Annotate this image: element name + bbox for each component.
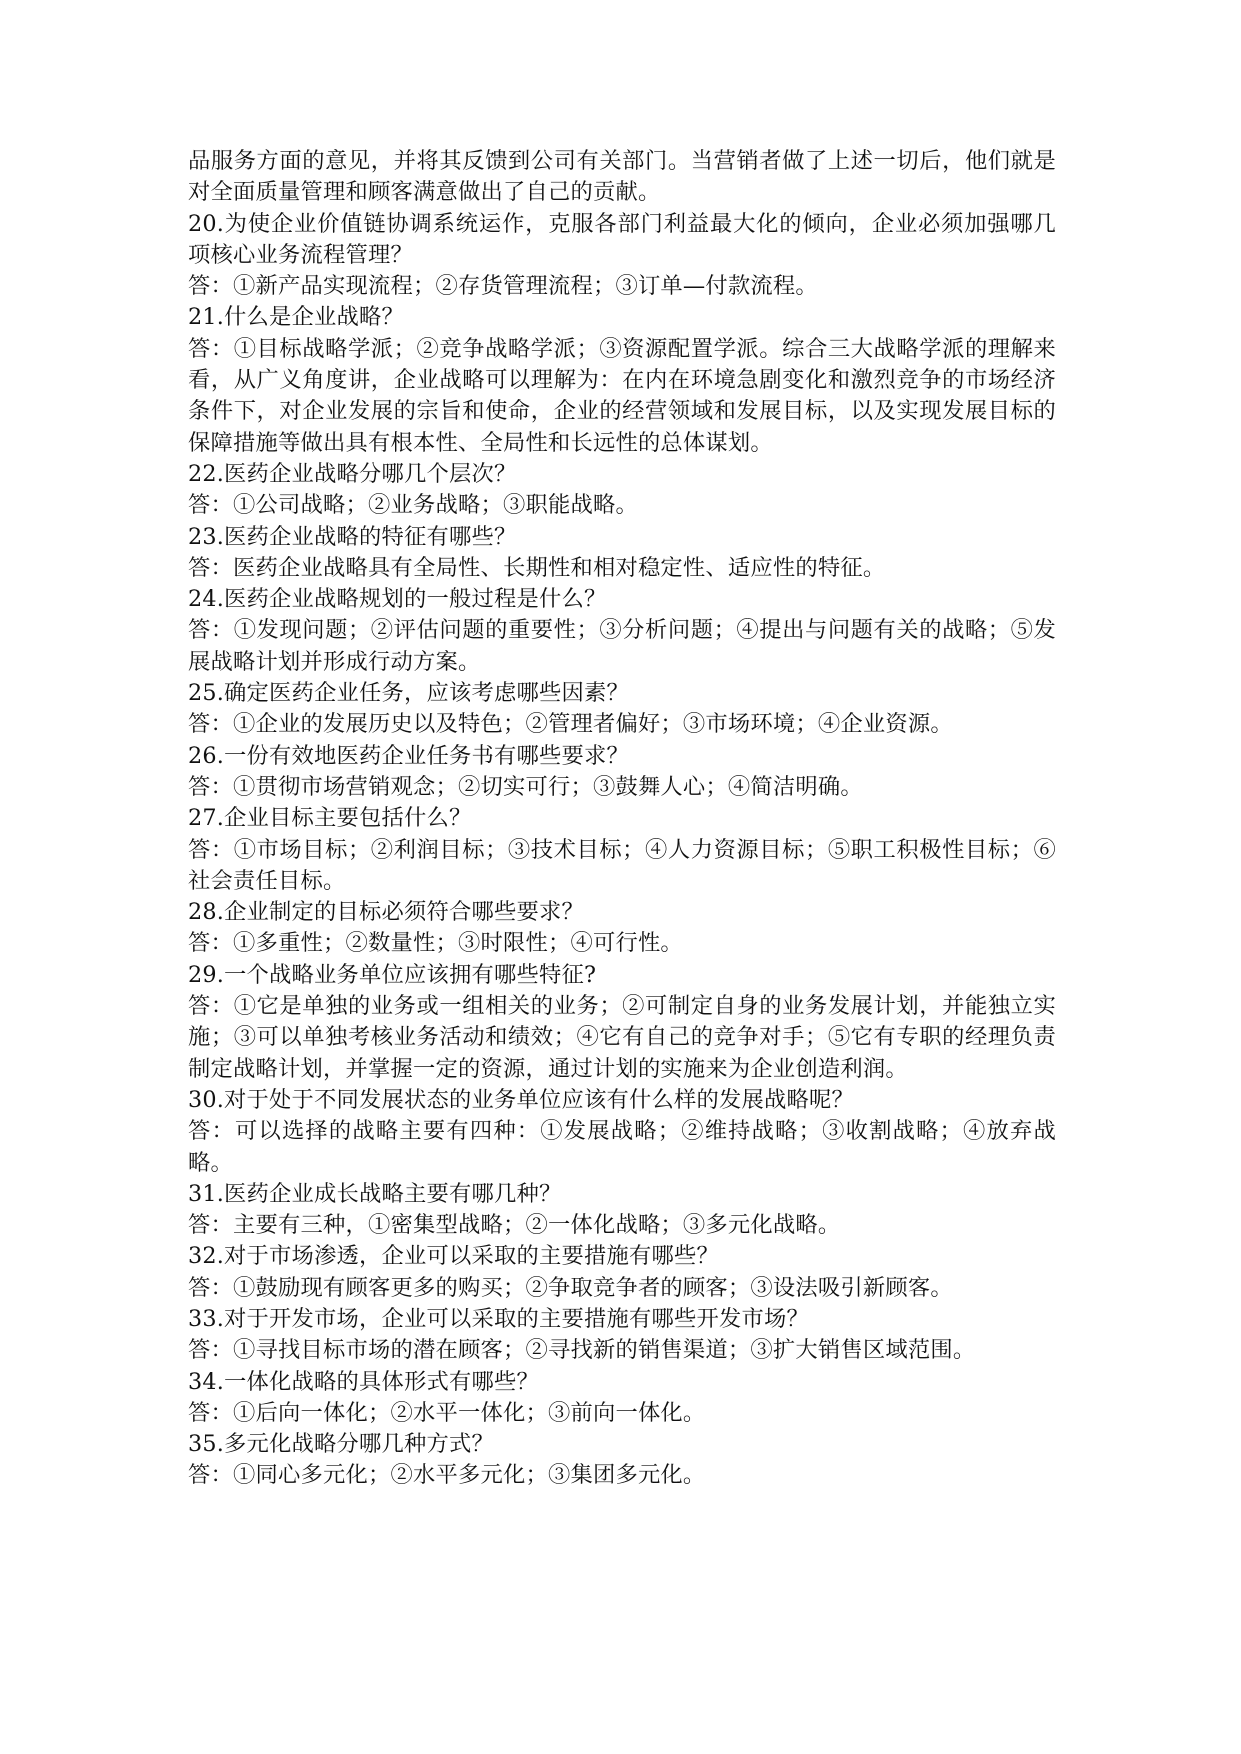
question-34: 34.一体化战略的具体形式有哪些？ xyxy=(188,1368,540,1395)
answer-30: 答：可以选择的战略主要有四种：①发展战略；②维持战略；③收割战略；④放弃战略。 xyxy=(188,1118,1056,1176)
question-32: 32.对于市场渗透，企业可以采取的主要措施有哪些？ xyxy=(188,1243,719,1270)
answer-34: 答：①后向一体化；②水平一体化；③前向一体化。 xyxy=(188,1399,706,1426)
answer-21: 答：①目标战略学派；②竞争战略学派；③资源配置学派。综合三大战略学派的理解来看，从广义角度讲，企业战略可以理解为：在内在环境急剧变化和激烈竞争的市场经济条件下，对企业发展的宗旨和使命，企业的经营领域和发展目标，以及实现发展目标的保障措施等做出具有根本性、全局性和长远性的总体谋划。 xyxy=(188,335,1056,456)
answer-20: 答：①新产品实现流程；②存货管理流程；③订单—付款流程。 xyxy=(188,273,818,300)
question-23: 23.医药企业战略的特征有哪些？ xyxy=(188,523,517,550)
question-22: 22.医药企业战略分哪几个层次？ xyxy=(188,460,517,487)
question-29: 29.一个战略业务单位应该拥有哪些特征? xyxy=(188,961,597,988)
answer-26: 答：①贯彻市场营销观念；②切实可行；③鼓舞人心；④简洁明确。 xyxy=(188,773,863,800)
answer-24: 答：①发现问题；②评估问题的重要性；③分析问题；④提出与问题有关的战略；⑤发展战略计划并形成行动方案。 xyxy=(188,617,1056,675)
question-33: 33.对于开发市场，企业可以采取的主要措施有哪些开发市场？ xyxy=(188,1305,809,1332)
question-27: 27.企业目标主要包括什么？ xyxy=(188,805,472,832)
question-24: 24.医药企业战略规划的一般过程是什么？ xyxy=(188,586,607,613)
question-25: 25.确定医药企业任务，应该考虑哪些因素？ xyxy=(188,680,630,707)
answer-28: 答：①多重性；②数量性；③时限性；④可行性。 xyxy=(188,930,683,957)
answer-33: 答：①寻找目标市场的潜在顾客；②寻找新的销售渠道；③扩大销售区域范围。 xyxy=(188,1337,976,1364)
question-21: 21.什么是企业战略？ xyxy=(188,304,405,331)
answer-29: 答：①它是单独的业务或一组相关的业务；②可制定自身的业务发展计划，并能独立实施；③可以单独考核业务活动和绩效；④它有自己的竞争对手；⑤它有专职的经理负责制定战略计划，并掌握一定的资源，通过计划的实施来为企业创造利润。 xyxy=(188,993,1056,1082)
question-31: 31.医药企业成长战略主要有哪几种？ xyxy=(188,1180,562,1207)
answer-31: 答：主要有三种，①密集型战略；②一体化战略；③多元化战略。 xyxy=(188,1212,841,1239)
document-page xyxy=(188,146,1056,1492)
continuation-text: 品服务方面的意见，并将其反馈到公司有关部门。当营销者做了上述一切后，他们就是对全面质量管理和顾客满意做出了自己的贡献。 xyxy=(188,148,1056,206)
answer-22: 答：①公司战略；②业务战略；③职能战略。 xyxy=(188,492,638,519)
question-30: 30.对于处于不同发展状态的业务单位应该有什么样的发展战略呢？ xyxy=(188,1086,854,1113)
question-26: 26.一份有效地医药企业任务书有哪些要求？ xyxy=(188,742,630,769)
answer-23: 答：医药企业战略具有全局性、长期性和相对稳定性、适应性的特征。 xyxy=(188,554,886,581)
answer-25: 答：①企业的发展历史以及特色；②管理者偏好；③市场环境；④企业资源。 xyxy=(188,711,953,738)
answer-32: 答：①鼓励现有顾客更多的购买；②争取竞争者的顾客；③设法吸引新顾客。 xyxy=(188,1274,953,1301)
question-35: 35.多元化战略分哪几种方式？ xyxy=(188,1431,495,1458)
question-20: 20.为使企业价值链协调系统运作，克服各部门利益最大化的倾向，企业必须加强哪几项核心业务流程管理？ xyxy=(188,210,1056,268)
answer-27: 答：①市场目标；②利润目标；③技术目标；④人力资源目标；⑤职工积极性目标；⑥社会责任目标。 xyxy=(188,836,1056,894)
question-28: 28.企业制定的目标必须符合哪些要求？ xyxy=(188,899,585,926)
answer-35: 答：①同心多元化；②水平多元化；③集团多元化。 xyxy=(188,1462,706,1489)
